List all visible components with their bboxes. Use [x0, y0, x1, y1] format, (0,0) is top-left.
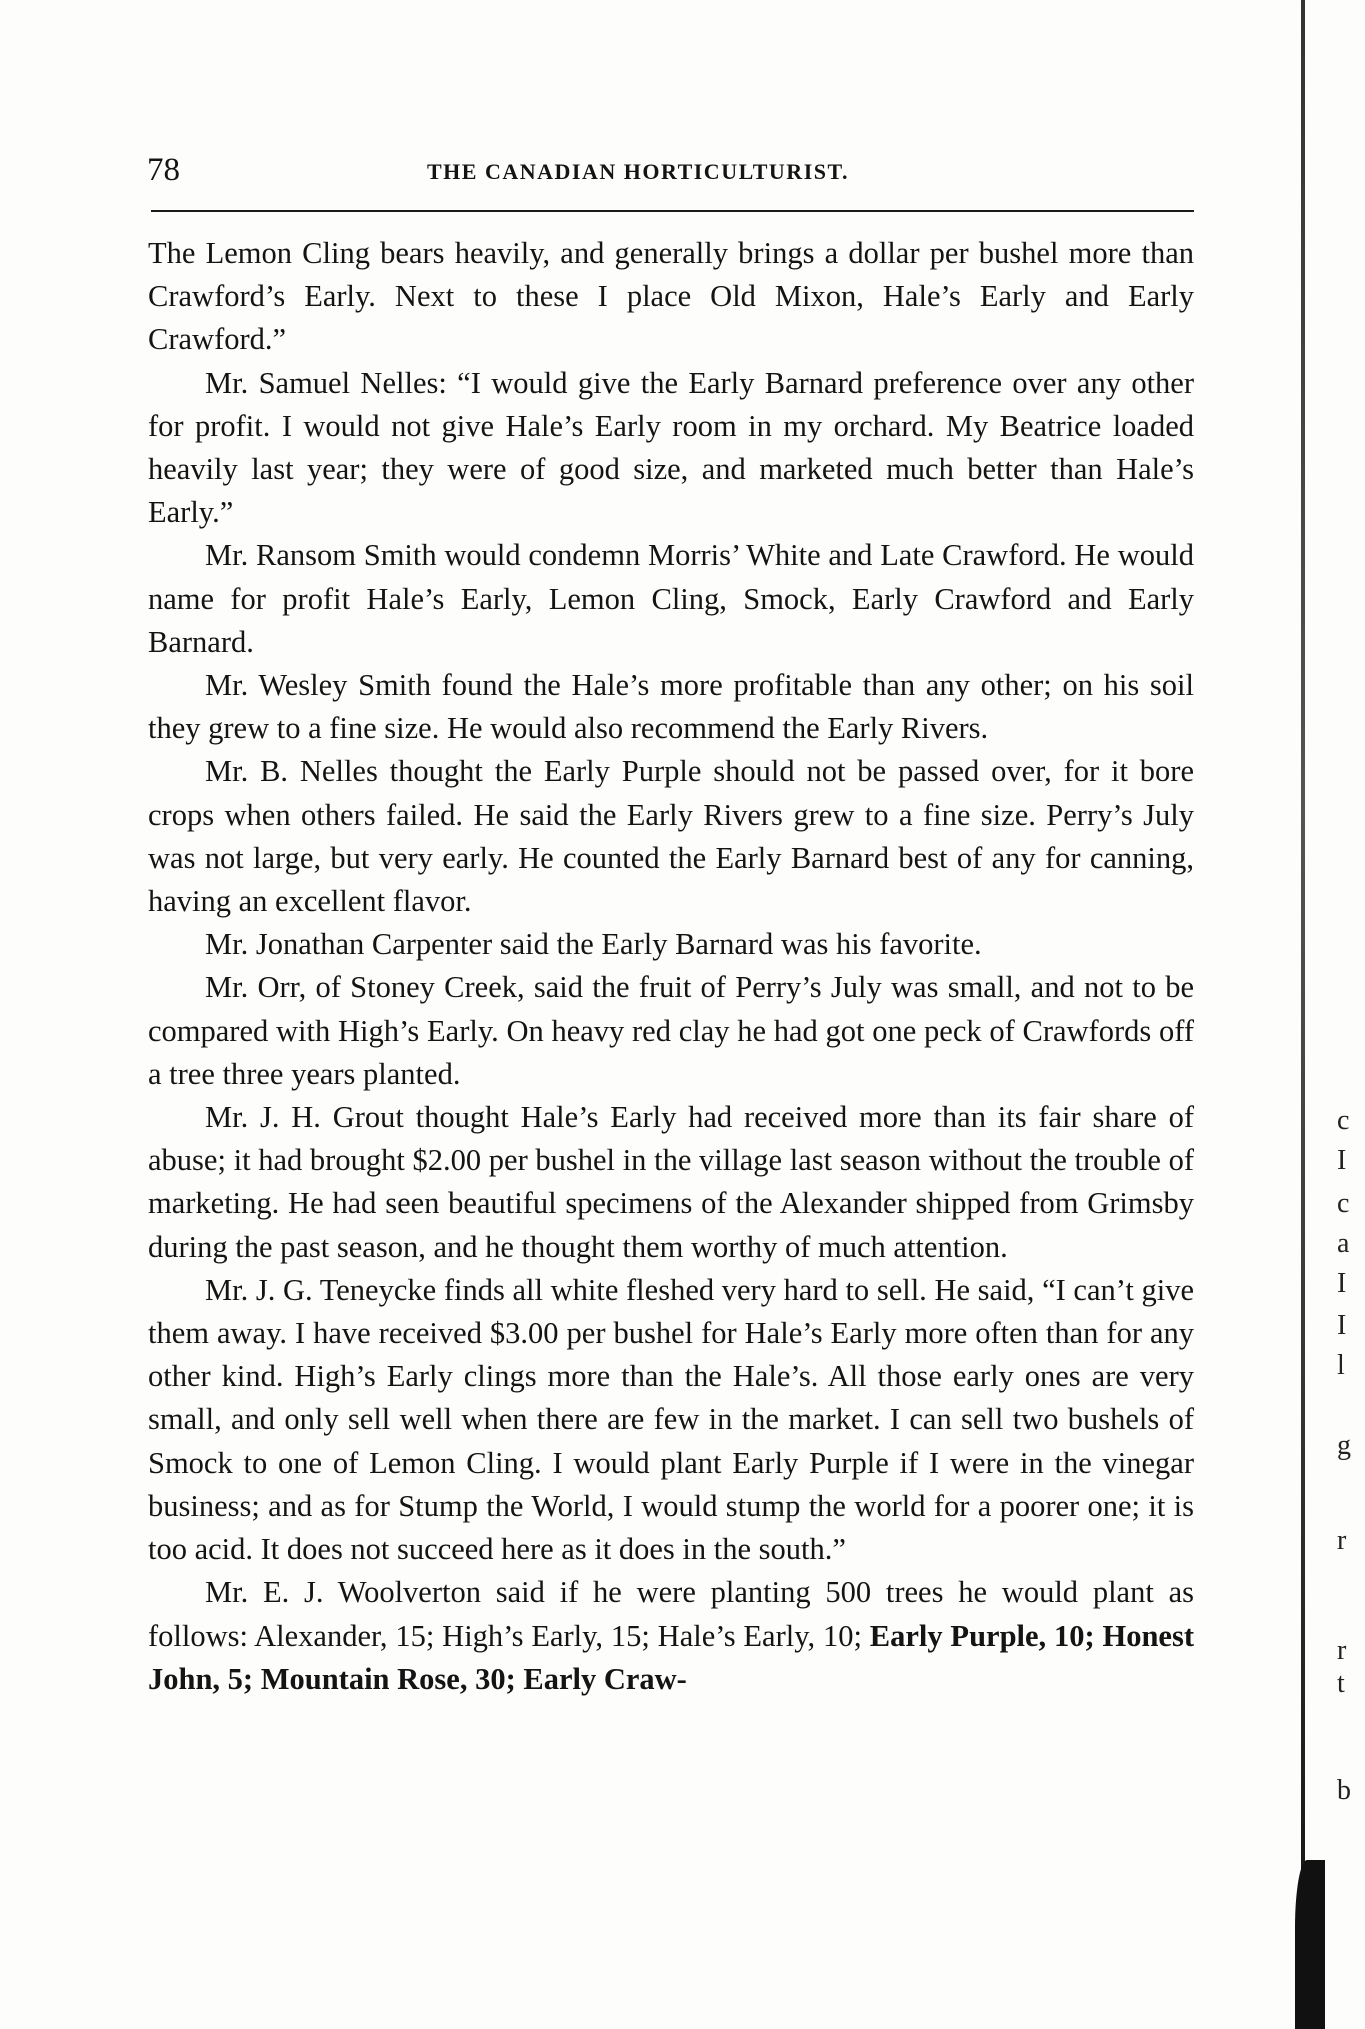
running-title: THE CANADIAN HORTICULTURIST. [427, 159, 850, 184]
body-text [148, 232, 1194, 1701]
paragraph-text: Mr. Wesley Smith found the Hale’s more profitable than any other; on his soil they grew to a fine size. He would also recommend the Early Rivers. [148, 668, 1194, 746]
paragraph-text: Mr. Ransom Smith would condemn Morris’ White and Late Crawford. He would name for profit Hale’s Early, Lemon Cling, Smock, Early Crawford and Early Barnard. [148, 538, 1194, 659]
paragraph-text: Mr. Orr, of Stoney Creek, said the fruit of Perry’s July was small, and not to be compared with High’s Early. On heavy red clay he had got one peck of Crawfords off a tree three years planted. [148, 970, 1194, 1091]
paragraph [148, 923, 1194, 966]
page-number: 78 [147, 152, 180, 188]
edge-glyph: r [1337, 1525, 1347, 1556]
paragraph-text: Mr. E. J. Woolverton said if he were planting 500 trees he would plant as follows: Alexander, 15; High’s Early, 15; Hale’s Early, 10; [148, 1575, 1194, 1653]
binding-shadow [1295, 1860, 1325, 2029]
paragraph-text: Mr. Samuel Nelles: “I would give the Early Barnard preference over any other for profit. I would not give Hale’s Early room in my orchard. My Beatrice loaded heavily last year; they were of good size, and marketed much better than Hale’s Early.” [148, 365, 1194, 530]
edge-glyph: l [1337, 1350, 1345, 1381]
paragraph [148, 362, 1194, 535]
edge-glyph: I [1337, 1310, 1347, 1341]
edge-glyph: g [1337, 1430, 1351, 1461]
header-rule [151, 210, 1194, 212]
paragraph [148, 534, 1194, 664]
paragraph-text: Mr. B. Nelles thought the Early Purple should not be passed over, for it bore crops when others failed. He said the Early Rivers grew to a fine size. Perry’s July was not large, but very early. He counted the Early Barnard best of any for canning, having an excellent flavor. [148, 754, 1194, 919]
paragraph-text: Mr. J. G. Teneycke finds all white fleshed very hard to sell. He said, “I can’t give them away. I have received $3.00 per bushel for Hale’s Early more often than for any other kind. High’s Early clings more than the Hale’s. All those early ones are very small, and only sell well when there are few in the market. I can sell two bushels of Smock to one of Lemon Cling. I would plant Early Purple if I were in the vinegar business; and as for Stump the World, I would stump the world for a poorer one; it is too acid. It does not succeed here as it does in the south.” [148, 1272, 1194, 1567]
paragraph [148, 750, 1194, 923]
edge-glyph: a [1337, 1228, 1350, 1259]
edge-glyph: c [1337, 1105, 1350, 1136]
paragraph [148, 1096, 1194, 1269]
edge-glyph: I [1337, 1145, 1347, 1176]
paragraph [148, 664, 1194, 750]
binding-edge [1275, 0, 1365, 2029]
paragraph-text: Mr. J. H. Grout thought Hale’s Early had received more than its fair share of abuse; it had brought $2.00 per bushel in the village last season without the trouble of marketing. He had seen beautiful specimens of the Alexander shipped from Grimsby during the past season, and he thought them worthy of much attention. [148, 1100, 1194, 1264]
paragraph [148, 1571, 1194, 1701]
paragraph [148, 1269, 1194, 1571]
edge-glyph: t [1337, 1668, 1345, 1699]
paragraph [148, 966, 1194, 1096]
paragraph-text-bold: Early Purple, 10; Honest John, 5; Mountain Rose, 30; Early Craw- [148, 1618, 1194, 1696]
edge-glyph: b [1337, 1775, 1351, 1806]
page-header [147, 150, 1195, 190]
edge-glyph: c [1337, 1188, 1350, 1219]
paragraph [148, 232, 1194, 362]
binding-line [1301, 0, 1305, 2029]
paragraph-text: Mr. Jonathan Carpenter said the Early Barnard was his favorite. [205, 927, 982, 962]
edge-glyph: r [1337, 1635, 1347, 1666]
paragraph-text: The Lemon Cling bears heavily, and generally brings a dollar per bushel more than Crawford’s Early. Next to these I place Old Mixon, Hale’s Early and Early Crawford.” [148, 236, 1194, 357]
edge-glyph: I [1337, 1268, 1347, 1299]
